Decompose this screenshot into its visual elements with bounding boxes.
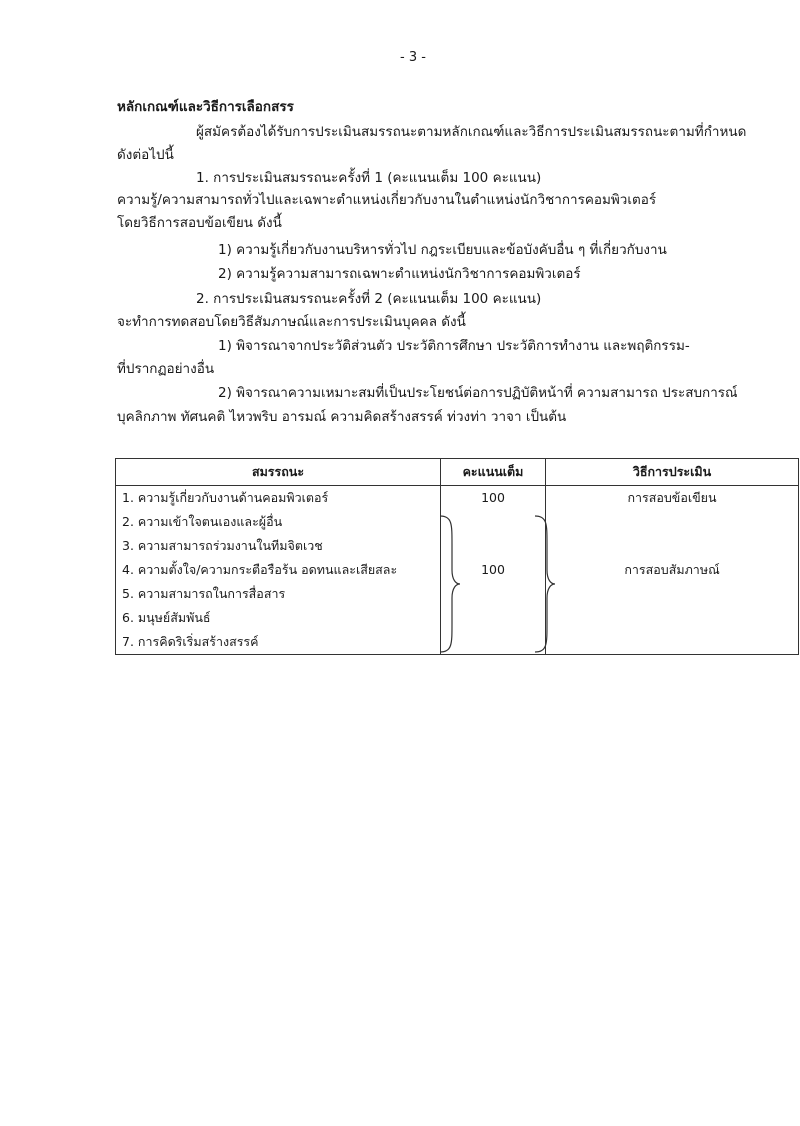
header-method: วิธีการประเมิน xyxy=(546,459,799,486)
part2-item-2a: 2) พิจารณาความเหมาะสมที่เป็นประโยชน์ต่อการปฏิบัติหน้าที่ ความสามารถ ประสบการณ์ xyxy=(218,385,738,401)
competency-item-7: 7. การคิดริเริ่มสร้างสรรค์ xyxy=(122,634,259,649)
method-row-1: การสอบข้อเขียน xyxy=(627,490,717,505)
page-number: - 3 - xyxy=(400,50,426,65)
part2-item-1b: ที่ปรากฏอย่างอื่น xyxy=(117,361,215,377)
part1-desc-2: โดยวิธีการสอบข้อเขียน ดังนี้ xyxy=(117,215,282,231)
method-cell xyxy=(546,486,799,655)
competency-item-5: 5. ความสามารถในการสื่อสาร xyxy=(122,586,286,601)
part1-title: 1. การประเมินสมรรถนะครั้งที่ 1 (คะแนนเต็ม 100 คะแนน) xyxy=(196,170,542,186)
header-competency: สมรรถนะ xyxy=(116,459,441,486)
intro-line-2: ดังต่อไปนี้ xyxy=(117,147,174,163)
intro-line-1: ผู้สมัครต้องได้รับการประเมินสมรรถนะตามหลักเกณฑ์และวิธีการประเมินสมรรถนะตามที่กำหนด xyxy=(196,124,747,140)
competency-item-1: 1. ความรู้เกี่ยวกับงานด้านคอมพิวเตอร์ xyxy=(122,490,329,505)
method-group: การสอบสัมภาษณ์ xyxy=(624,562,720,577)
competency-item-6: 6. มนุษย์สัมพันธ์ xyxy=(122,610,211,625)
competency-item-3: 3. ความสามารถร่วมงานในทีมจิตเวช xyxy=(122,538,323,553)
competency-item-4: 4. ความตั้งใจ/ความกระตือรือร้น อดทนและเสียสละ xyxy=(122,562,398,577)
table-header-row xyxy=(116,459,799,486)
part2-desc: จะทำการทดสอบโดยวิธีสัมภาษณ์และการประเมินบุคคล ดังนี้ xyxy=(117,314,466,330)
section-heading: หลักเกณฑ์และวิธีการเลือกสรร xyxy=(117,99,294,115)
part2-title: 2. การประเมินสมรรถนะครั้งที่ 2 (คะแนนเต็ม 100 คะแนน) xyxy=(196,291,542,307)
part1-item-1: 1) ความรู้เกี่ยวกับงานบริหารทั่วไป กฎระเบียบและข้อบังคับอื่น ๆ ที่เกี่ยวกับงาน xyxy=(218,242,667,258)
competency-item-2: 2. ความเข้าใจตนเองและผู้อื่น xyxy=(122,514,283,529)
competency-cell xyxy=(116,486,441,655)
score-row-1: 100 xyxy=(481,490,505,505)
score-brace-icon xyxy=(438,514,462,654)
method-brace-icon xyxy=(533,514,557,654)
score-group: 100 xyxy=(481,562,505,577)
part1-item-2: 2) ความรู้ความสามารถเฉพาะตำแหน่งนักวิชาการคอมพิวเตอร์ xyxy=(218,266,581,282)
part2-item-2b: บุคลิกภาพ ทัศนคติ ไหวพริบ อารมณ์ ความคิดสร้างสรรค์ ท่วงท่า วาจา เป็นต้น xyxy=(117,409,567,425)
part2-item-1a: 1) พิจารณาจากประวัติส่วนตัว ประวัติการศึกษา ประวัติการทำงาน และพฤติกรรม- xyxy=(218,338,690,354)
part1-desc-1: ความรู้/ความสามารถทั่วไปและเฉพาะตำแหน่งเกี่ยวกับงานในตำแหน่งนักวิชาการคอมพิวเตอร์ xyxy=(117,192,657,208)
header-score: คะแนนเต็ม xyxy=(441,459,546,486)
